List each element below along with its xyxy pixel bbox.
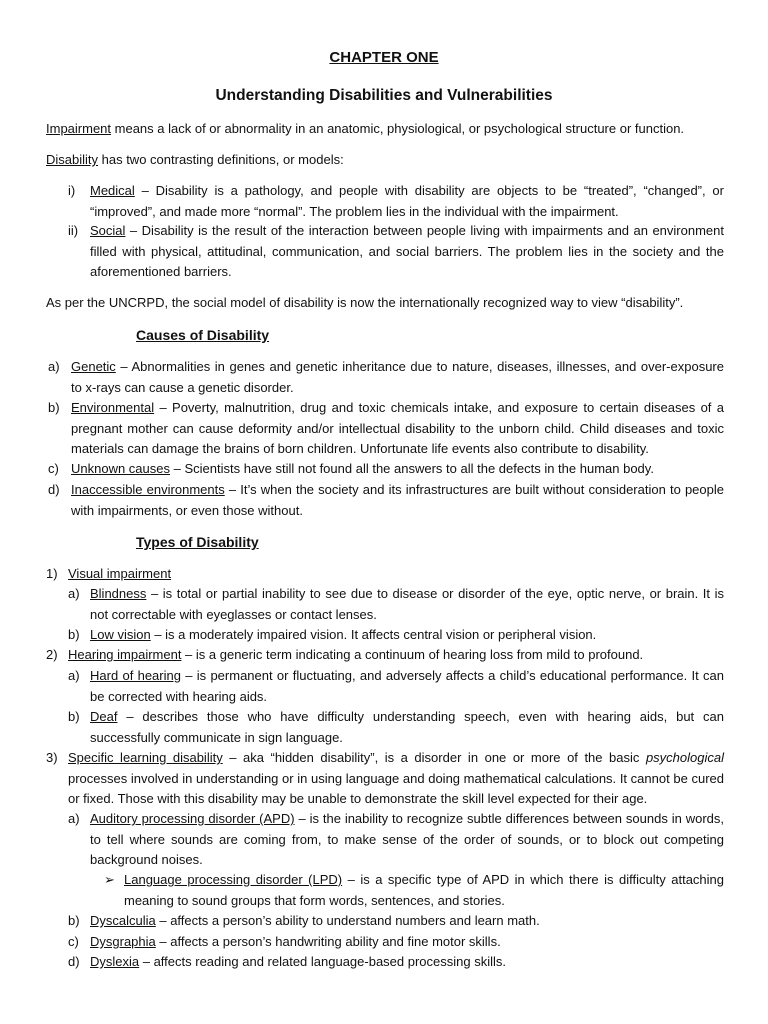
- cause-genetic: [48, 357, 724, 398]
- cause-term: Genetic: [71, 359, 116, 374]
- uncrpd-statement: As per the UNCRPD, the social model of disability is now the internationally recognized way to view “disability”.: [46, 295, 684, 310]
- list-marker: a): [68, 668, 80, 683]
- type-text-italic: psychological: [645, 750, 724, 765]
- type-text: – describes those who have difficulty understanding speech, even with hearing aids, but can successfully communicate in sign language.: [90, 709, 724, 745]
- type-text: – is total or partial inability to see due to disease or disorder of the eye, optic nerve, or brain. It is not correctable with eyeglasses or contact lenses.: [90, 586, 724, 622]
- model-medical: [68, 181, 724, 222]
- type-text: – is a generic term indicating a continuum of hearing loss from mild to profound.: [181, 647, 644, 662]
- types-heading: Types of Disability: [136, 534, 259, 550]
- list-marker: d): [68, 954, 80, 969]
- type-text: – is a specific type of APD in which there is difficulty attaching meaning to sound groups that form words, sentences, and stories.: [124, 872, 724, 908]
- page-title: Understanding Disabilities and Vulnerabilities: [215, 87, 553, 104]
- cause-text: – It’s when the society and its infrastructures are built without consideration to people with impairments, or even those without.: [71, 482, 724, 518]
- list-marker: b): [68, 709, 80, 724]
- model-text: – Disability is the result of the interaction between people living with impairments and an environment filled with physical, attitudinal, communication, and social barriers. The problem lies in the society and the aforementioned barriers.: [90, 223, 724, 280]
- type-term: Blindness: [90, 586, 147, 601]
- model-term: Social: [90, 223, 126, 238]
- impairment-text: means a lack of or abnormality in an anatomic, physiological, or psychological structure or function.: [111, 121, 685, 136]
- model-text: – Disability is a pathology, and people with disability are objects to be “treated”, “changed”, or “improved”, and made more “normal”. The problem lies in the individual with the impairment.: [90, 183, 724, 219]
- arrow-bullet-icon: ➢: [104, 872, 115, 887]
- type-text: – is the inability to recognize subtle differences between sounds in words, to tell where sounds are coming from, to make sense of the order of sounds, or to block out competing background noises.: [90, 811, 724, 868]
- list-marker: i): [68, 183, 76, 198]
- cause-text: – Scientists have still not found all the answers to all the defects in the human body.: [170, 461, 654, 476]
- disability-text: has two contrasting definitions, or models:: [98, 152, 344, 167]
- disability-term: Disability: [46, 152, 99, 167]
- type-text: – aka “hidden disability”, is a disorder in one or more of the basic: [222, 750, 646, 765]
- type-deaf: [68, 707, 724, 748]
- model-social: [68, 221, 724, 283]
- type-low-vision: [68, 625, 724, 646]
- type-dyscalculia: [68, 911, 724, 932]
- type-apd: [68, 809, 724, 871]
- cause-environmental: [48, 398, 724, 460]
- type-term: Language processing disorder (LPD): [124, 872, 343, 887]
- list-marker: a): [68, 811, 80, 826]
- type-term: Dyslexia: [90, 954, 140, 969]
- type-text: – affects reading and related language-based processing skills.: [139, 954, 507, 969]
- list-marker: b): [48, 400, 60, 415]
- cause-unknown: [48, 459, 724, 480]
- type-term: Dyscalculia: [90, 913, 156, 928]
- chapter-heading: CHAPTER ONE: [329, 49, 439, 66]
- impairment-term: Impairment: [46, 121, 112, 136]
- list-marker: 2): [46, 647, 58, 662]
- cause-term: Unknown causes: [71, 461, 170, 476]
- type-visual: [46, 564, 724, 585]
- list-marker: b): [68, 913, 80, 928]
- type-dyslexia: [68, 952, 724, 973]
- type-term: Visual impairment: [68, 566, 172, 581]
- model-term: Medical: [90, 183, 135, 198]
- type-term: Deaf: [90, 709, 118, 724]
- type-text: – is permanent or fluctuating, and adversely affects a child’s educational performance. It can be corrected with hearing aids.: [90, 668, 724, 704]
- type-term: Hearing impairment: [68, 647, 182, 662]
- list-marker: b): [68, 627, 80, 642]
- type-text: – affects a person’s handwriting ability and fine motor skills.: [155, 934, 501, 949]
- type-term: Hard of hearing: [90, 668, 181, 683]
- type-term: Specific learning disability: [68, 750, 223, 765]
- cause-term: Inaccessible environments: [71, 482, 225, 497]
- type-term: Dysgraphia: [90, 934, 156, 949]
- impairment-definition: [46, 119, 724, 140]
- list-marker: c): [48, 461, 59, 476]
- type-lpd: [104, 870, 724, 911]
- type-text: processes involved in understanding or in using language and doing mathematical calculations. It cannot be cured or fixed. Those with this disability may be unable to demonstrate the skill level expected for their age.: [68, 770, 724, 807]
- list-marker: a): [48, 359, 60, 374]
- type-term: Auditory processing disorder (APD): [90, 811, 295, 826]
- list-marker: ii): [68, 223, 79, 238]
- type-dysgraphia: [68, 932, 724, 953]
- list-marker: d): [48, 482, 60, 497]
- list-marker: 3): [46, 750, 58, 765]
- list-marker: a): [68, 586, 80, 601]
- list-marker: c): [68, 934, 79, 949]
- type-hard-of-hearing: [68, 666, 724, 707]
- disability-definition: [46, 150, 724, 171]
- list-marker: 1): [46, 566, 58, 581]
- cause-text: – Abnormalities in genes and genetic inheritance due to nature, diseases, illnesses, and over-exposure to x-rays can cause a genetic disorder.: [71, 359, 724, 395]
- cause-text: – Poverty, malnutrition, drug and toxic chemicals intake, and exposure to certain diseases of a pregnant mother can cause deformity and/or intellectual disability to the unborn child. Child diseases and toxic materials can damage the brains of born children. Unfortunate life events also contribute to disability.: [71, 400, 724, 457]
- type-term: Low vision: [90, 627, 151, 642]
- type-hearing: [46, 645, 724, 666]
- type-learning: [46, 748, 724, 810]
- type-text: – affects a person’s ability to understand numbers and learn math.: [155, 913, 540, 928]
- causes-heading: Causes of Disability: [136, 327, 270, 343]
- type-blindness: [68, 584, 724, 625]
- cause-inaccessible: [48, 480, 724, 521]
- cause-term: Environmental: [71, 400, 155, 415]
- type-text: – is a moderately impaired vision. It affects central vision or peripheral vision.: [150, 627, 597, 642]
